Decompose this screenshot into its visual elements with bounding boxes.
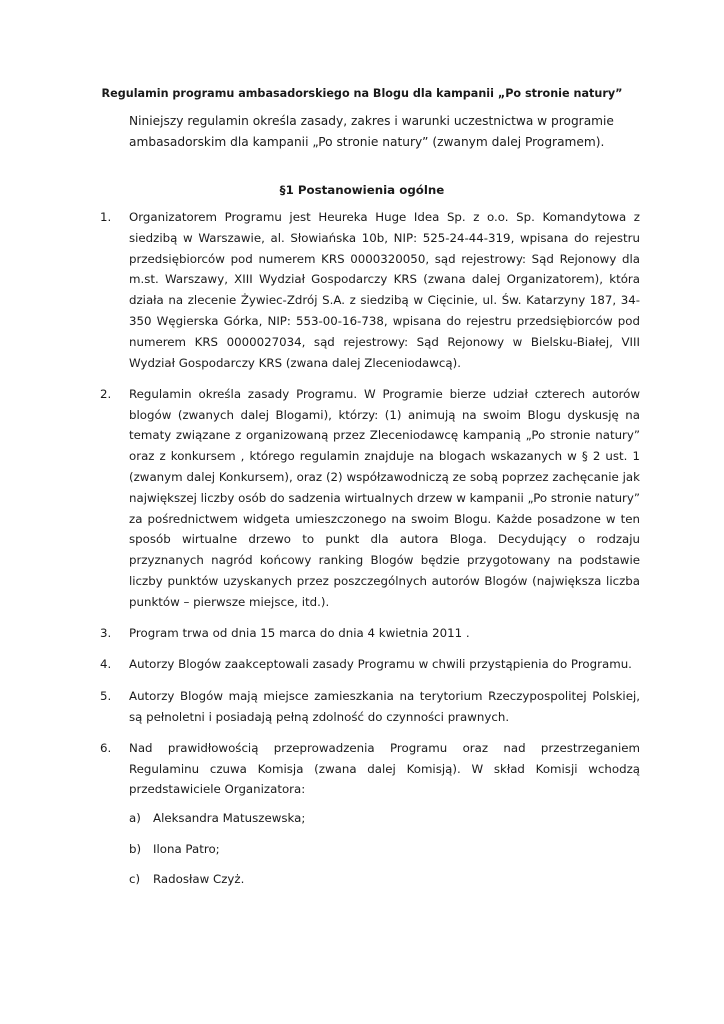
list-item-text: Nad prawidłowością przeprowadzenia Programu oraz nad przestrzeganiem Regulaminu czuwa Komisja (zwana dalej Komisją). W skład Komisji wchodzą przedstawiciele Organizatora: — [129, 740, 640, 797]
list-item-text: Regulamin określa zasady Programu. W Programie bierze udział czterech autorów blogów (zwanych dalej Blogami), którzy: (1) animują na swoim Blogu dyskusję na tematy związane z organizowaną przez Zleceniodawcę kampanią „Po stronie natury” oraz z konkursem , którego regulamin znajduje na blogach wskazanych w § 2 ust. 1 (zwanym dalej Konkursem), oraz (2) współzawodniczą ze sobą poprzez zachęcanie jak największej liczby osób do sadzenia wirtualnych drzew w kampanii „Po stronie natury” za pośrednictwem widgeta umieszczonego na swoim Blogu. Każde posadzone w ten sposób wirtualne drzewo to punkt dla autora Bloga. Decydujący o rodzaju przyznanych nagród końcowy ranking Blogów będzie przygotowany na podstawie liczby punktów uzyskanych przez poszczególnych autorów Blogów (największa liczba punktów – pierwsze miejsce, itd.). — [129, 386, 640, 609]
list-item — [100, 623, 640, 644]
list-item-number: 5. — [100, 688, 112, 703]
list-item — [100, 207, 640, 373]
document-title: Regulamin programu ambasadorskiego na Blogu dla kampanii „Po stronie natury” — [101, 87, 623, 100]
sub-list-item-letter: a) — [129, 811, 141, 826]
list-item-text: Autorzy Blogów zaakceptowali zasady Programu w chwili przystąpienia do Programu. — [129, 657, 632, 672]
sub-list-item-text: Radosław Czyż. — [153, 871, 245, 886]
sub-list-item — [129, 839, 640, 860]
provisions-list — [100, 207, 640, 900]
list-item-number: 3. — [100, 626, 112, 641]
section-heading: §1 Postanowienia ogólne — [279, 183, 445, 197]
list-item — [100, 686, 640, 728]
sub-list-item-text: Aleksandra Matuszewska; — [153, 811, 306, 826]
sub-list-item — [129, 808, 640, 829]
sub-list-item-text: Ilona Patro; — [153, 841, 220, 856]
list-item-text: Organizatorem Programu jest Heureka Huge Idea Sp. z o.o. Sp. Komandytowa z siedzibą w Warszawie, al. Słowiańska 10b, NIP: 525-24-44-319, wpisana do rejestru przedsiębiorców pod numerem KRS 0000320050, sąd rejestrowy: Sąd Rejonowy dla m.st. Warszawy, XIII Wydział Gospodarczy KRS (zwana dalej Organizatorem), która działa na zlecenie Żywiec-Zdrój S.A. z siedzibą w Cięcinie, ul. Św. Katarzyny 187, 34-350 Węgierska Górka, NIP: 553-00-16-738, wpisana do rejestru przedsiębiorców pod numerem KRS 0000027034, sąd rejestrowy: Sąd Rejonowy w Bielsku-Białej, VIII Wydział Gospodarczy KRS (zwana dalej Zleceniodawcą). — [129, 210, 640, 370]
sub-list-item-letter: b) — [129, 841, 142, 856]
list-item-text: Autorzy Blogów mają miejsce zamieszkania na terytorium Rzeczypospolitej Polskiej, są pełnoletni i posiadają pełną zdolność do czynności prawnych. — [129, 688, 640, 724]
list-item-number: 4. — [100, 657, 112, 672]
intro-paragraph: Niniejszy regulamin określa zasady, zakres i warunki uczestnictwa w programie ambasadorskim dla kampanii „Po stronie natury” (zwanym dalej Programem). — [129, 114, 614, 149]
sub-list-item — [129, 869, 640, 890]
sub-list-item-letter: c) — [129, 871, 141, 886]
list-item — [100, 384, 640, 613]
list-item-number: 6. — [100, 740, 112, 755]
list-item-number: 1. — [100, 210, 112, 224]
list-item-number: 2. — [100, 386, 112, 401]
commission-members-list — [129, 808, 640, 889]
list-item — [100, 738, 640, 890]
list-item — [100, 654, 640, 675]
list-item-text: Program trwa od dnia 15 marca do dnia 4 kwietnia 2011 . — [129, 626, 470, 641]
